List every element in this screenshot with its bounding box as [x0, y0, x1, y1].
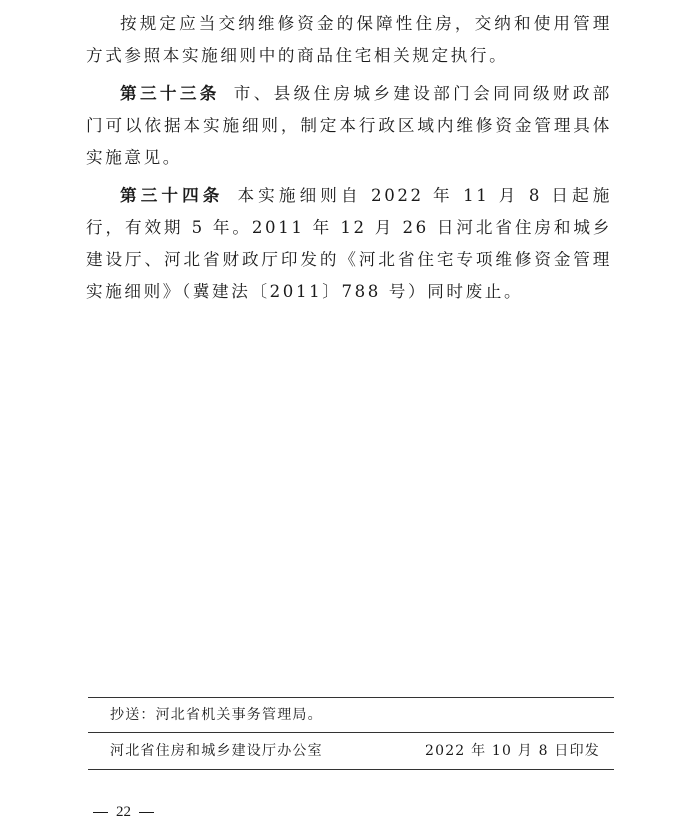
issuer-line	[88, 733, 614, 769]
page-number-dash-right	[139, 812, 154, 813]
footer-bottom-rule	[88, 769, 614, 770]
paragraph-housing-fund	[86, 8, 612, 72]
document-footer	[88, 697, 614, 770]
page-number-dash-left	[93, 812, 108, 813]
issue-date: 2022 年 10 月 8 日印发	[424, 743, 600, 759]
paragraph-article-33	[86, 78, 612, 174]
paragraph-article-34	[86, 180, 612, 308]
paragraph-text: 按规定应当交纳维修资金的保障性住房，交纳和使用管理方式参照本实施细则中的商品住宅相关规定执行。	[86, 14, 612, 65]
article-number: 第三十四条	[120, 186, 224, 205]
cc-line: 抄送：河北省机关事务管理局。	[110, 707, 323, 723]
document-body	[86, 8, 612, 314]
article-number: 第三十三条	[120, 84, 220, 103]
page-number	[93, 804, 154, 821]
paragraph-text: 本实施细则自 2022 年 11 月 8 日起施行，有效期 5 年。2011 年 12 月 26 日河北省住房和城乡建设厅、河北省财政厅印发的《河北省住宅专项维修资金管理实施细则》（冀建法〔2011〕788 号）同时废止。	[86, 186, 613, 301]
paragraph-text: 市、县级住房城乡建设部门会同同级财政部门可以依据本实施细则，制定本行政区域内维修资金管理具体实施意见。	[86, 84, 613, 167]
issuer-name: 河北省住房和城乡建设厅办公室	[110, 743, 323, 759]
page-number-value: 22	[116, 804, 131, 820]
